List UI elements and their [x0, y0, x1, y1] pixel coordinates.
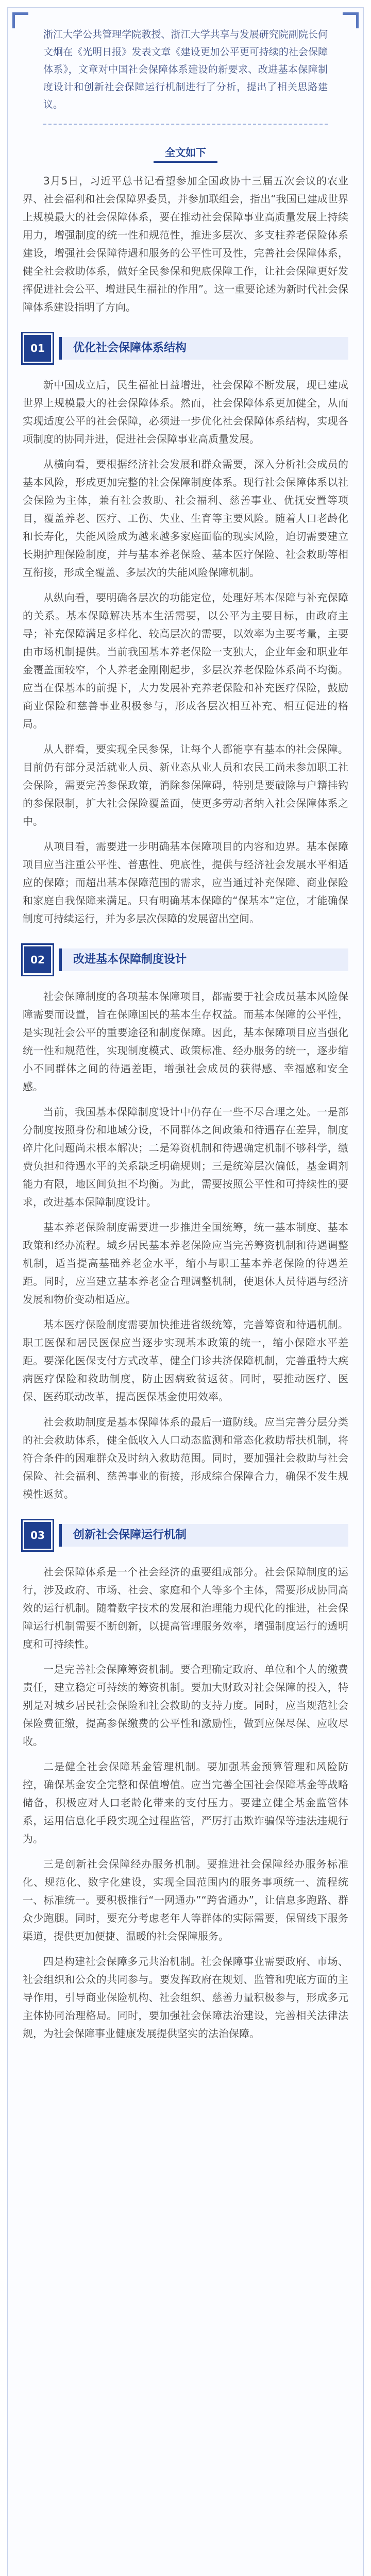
section-title: 创新社会保障运行机制	[59, 1524, 348, 1547]
paragraph: 社会保障制度的各项基本保障项目，都需要于社会成员基本风险保障需要而设置，旨在保障国民的基本生存权益。而基本保障的公平性，是实现社会公平的重要途径和制度保障。因此，基本保障项目应当强化统一性和规范性，实现制度模式、政策标准、经办服务的统一，逐步缩小不同群体之间的待遇差距，增强社会成员的获得感、幸福感和安全感。	[23, 990, 348, 1093]
section-number: 02	[23, 945, 53, 975]
paragraph: 从项目看，需要进一步明确基本保障项目的内容和边界。基本保障项目应当注重公平性、普惠性、兜底性，提供与经济社会发展水平相适应的保障；而超出基本保障范围的需求，应当通过补充保障、商业保险和家庭自我保障来满足。只有明确基本保障的“保基本”定位，才能确保制度可持续运行，并为多层次保障的发展留出空间。	[23, 840, 348, 925]
paragraph: 社会保障体系是一个社会经济的重要组成部分。社会保障制度的运行，涉及政府、市场、社会、家庭和个人等多个主体，需要形成协同高效的运行机制。随着数字技术的发展和治理能力现代化的推进，社会保障运行机制需要不断创新，以提高管理服务效率，增强制度运行的透明度和可持续性。	[23, 1566, 348, 1650]
paragraph: 社会救助制度是基本保障体系的最后一道防线。应当完善分层分类的社会救助体系，健全低收入人口动态监测和常态化救助帮扶机制，将符合条件的困难群众及时纳入救助范围。同时，要加强社会救助与社会保险、社会福利、慈善事业的衔接，形成综合保障合力，确保不发生规模性返贫。	[23, 1416, 348, 1500]
section-1	[23, 334, 348, 928]
lead-paragraph: 3月5日，习近平总书记看望参加全国政协十三届五次会议的农业界、社会福利和社会保障界委员，并参加联组会，指出“我国已建成世界上规模最大的社会保障体系，要在推动社会保障事业高质量发展上持续用力，增强制度的统一性和规范性，推进多层次、多支柱养老保险体系建设，增强社会保障待遇和服务的公平性可及性，完善社会保障体系，健全社会救助体系，做好全民参保和兜底保障工作，让社会保障更好发挥促进社会公平、增进民生福祉的作用”。这一重要论述为新时代社会保障体系建设指明了方向。	[23, 175, 348, 313]
article-content	[23, 12, 348, 2050]
section-title: 改进基本保障制度设计	[59, 948, 348, 971]
section-number: 01	[23, 333, 53, 363]
section-number: 03	[23, 1520, 53, 1550]
paragraph: 新中国成立后，民生福祉日益增进，社会保障不断发展，现已建成世界上规模最大的社会保障体系。然而，社会保障体系更加健全，从而实现适度公平的社会保障，必须进一步优化社会保障体系结构，实现各项制度的协同并进，促进社会保障事业高质量发展。	[23, 379, 348, 445]
fulltext-label: 全文如下	[154, 142, 217, 163]
paragraph: 基本医疗保险制度需要加快推进省级统筹，完善筹资和待遇机制。职工医保和居民医保应当逐步实现基本政策的统一，缩小保障水平差距。要深化医保支付方式改革，健全门诊共济保障机制，完善重特大疾病医疗保险和救助制度，防止因病致贫返贫。同时，要推动医疗、医保、医药联动改革，提高医保基金使用效率。	[23, 1318, 348, 1403]
paragraph: 从人群看，要实现全民参保，让每个人都能享有基本的社会保障。目前仍有部分灵活就业人员、新业态从业人员和农民工尚未参加职工社会保险，需要完善参保政策，消除参保障碍，特别是要破除与户籍挂钩的参保限制，扩大社会保险覆盖面，使更多劳动者纳入社会保障体系之中。	[23, 743, 348, 827]
paragraph: 一是完善社会保障筹资机制。要合理确定政府、单位和个人的缴费责任，建立稳定可持续的筹资机制。要加大财政对社会保障的投入，特别是对城乡居民社会保险和社会救助的支持力度。同时，应当规范社会保险费征缴，提高参保缴费的公平性和激励性，做到应保尽保、应收尽收。	[23, 1663, 348, 1748]
section-heading	[23, 1521, 348, 1550]
fulltext-heading	[23, 142, 348, 163]
paragraph: 四是构建社会保障多元共治机制。社会保障事业需要政府、市场、社会组织和公众的共同参与。要发挥政府在规划、监管和兜底方面的主导作用，引导商业保险机构、社会组织、慈善力量积极参与，形成多元主体协同治理格局。同时，要加强社会保障法治建设，完善相关法律法规，为社会保障事业健康发展提供坚实的法治保障。	[23, 1955, 348, 2040]
article-intro: 浙江大学公共管理学院教授、浙江大学共享与发展研究院副院长何文炯在《光明日报》发表文章《建设更加公平更可持续的社会保障体系》，文章对中国社会保障体系建设的新要求、改进基本保障制度设计和创新社会保障运行机制进行了分析，提出了相关思路建议。	[43, 12, 328, 125]
section-heading	[23, 334, 348, 363]
paragraph: 从纵向看，要明确各层次的功能定位，处理好基本保障与补充保障的关系。基本保障解决基本生活需要，以公平为主要目标，由政府主导；补充保障满足多样化、较高层次的需要，以效率为主要考量，主要由市场机制提供。当前我国基本养老保险一支独大，企业年金和职业年金覆盖面较窄，个人养老金刚刚起步，多层次养老保险体系尚不均衡。应当在保基本的前提下，大力发展补充养老保险和补充医疗保险，鼓励商业保险和慈善事业积极参与，形成各层次相互补充、相互促进的格局。	[23, 591, 348, 730]
paragraph: 三是创新社会保障经办服务机制。要推进社会保障经办服务标准化、规范化、数字化建设，实现全国范围内的服务事项统一、流程统一、标准统一。要积极推行“一网通办”“跨省通办”，让信息多跑路、群众少跑腿。同时，要充分考虑老年人等群体的实际需要，保留线下服务渠道，提供更加便捷、温暖的社会保障服务。	[23, 1858, 348, 1942]
section-3	[23, 1521, 348, 2043]
paragraph: 当前，我国基本保障制度设计中仍存在一些不尽合理之处。一是部分制度按照身份和地域分设，不同群体之间政策和待遇存在差异，制度碎片化问题尚未根本解决；二是筹资机制和待遇确定机制不够科学，缴费负担和待遇水平的关系缺乏明确规则；三是统筹层次偏低，基金调剂能力有限，地区间负担不均衡。为此，需要按照公平性和可持续性的要求，改进基本保障制度设计。	[23, 1106, 348, 1208]
section-title: 优化社会保障体系结构	[59, 337, 348, 360]
section-heading	[23, 945, 348, 974]
paragraph: 基本养老保险制度需要进一步推进全国统筹，统一基本制度、基本政策和经办流程。城乡居民基本养老保险应当完善筹资机制和待遇调整机制，适当提高基础养老金水平，缩小与职工基本养老保险的待遇差距。同时，应当建立基本养老金合理调整机制，使退休人员待遇与经济发展和物价变动相适应。	[23, 1221, 348, 1306]
paragraph: 二是健全社会保障基金管理机制。要加强基金预算管理和风险防控，确保基金安全完整和保值增值。应当完善全国社会保障基金等战略储备，积极应对人口老龄化带来的支付压力。要建立健全基金监管体系，运用信息化手段实现全过程监管，严厉打击欺诈骗保等违法违规行为。	[23, 1760, 348, 1845]
lead-section	[23, 172, 348, 316]
paragraph: 从横向看，要根据经济社会发展和群众需要，深入分析社会成员的基本风险，形成更加完整的社会保障制度体系。现行社会保障体系以社会保险为主体，兼有社会救助、社会福利、慈善事业、优抚安置等项目，覆盖养老、医疗、工伤、失业、生育等主要风险。随着人口老龄化和长寿化，失能风险成为越来越多家庭面临的现实风险，迫切需要建立长期护理保险制度，并与基本养老保险、基本医疗保险、社会救助等相互衔接，形成全覆盖、多层次的失能风险保障机制。	[23, 458, 348, 579]
section-2	[23, 945, 348, 1503]
